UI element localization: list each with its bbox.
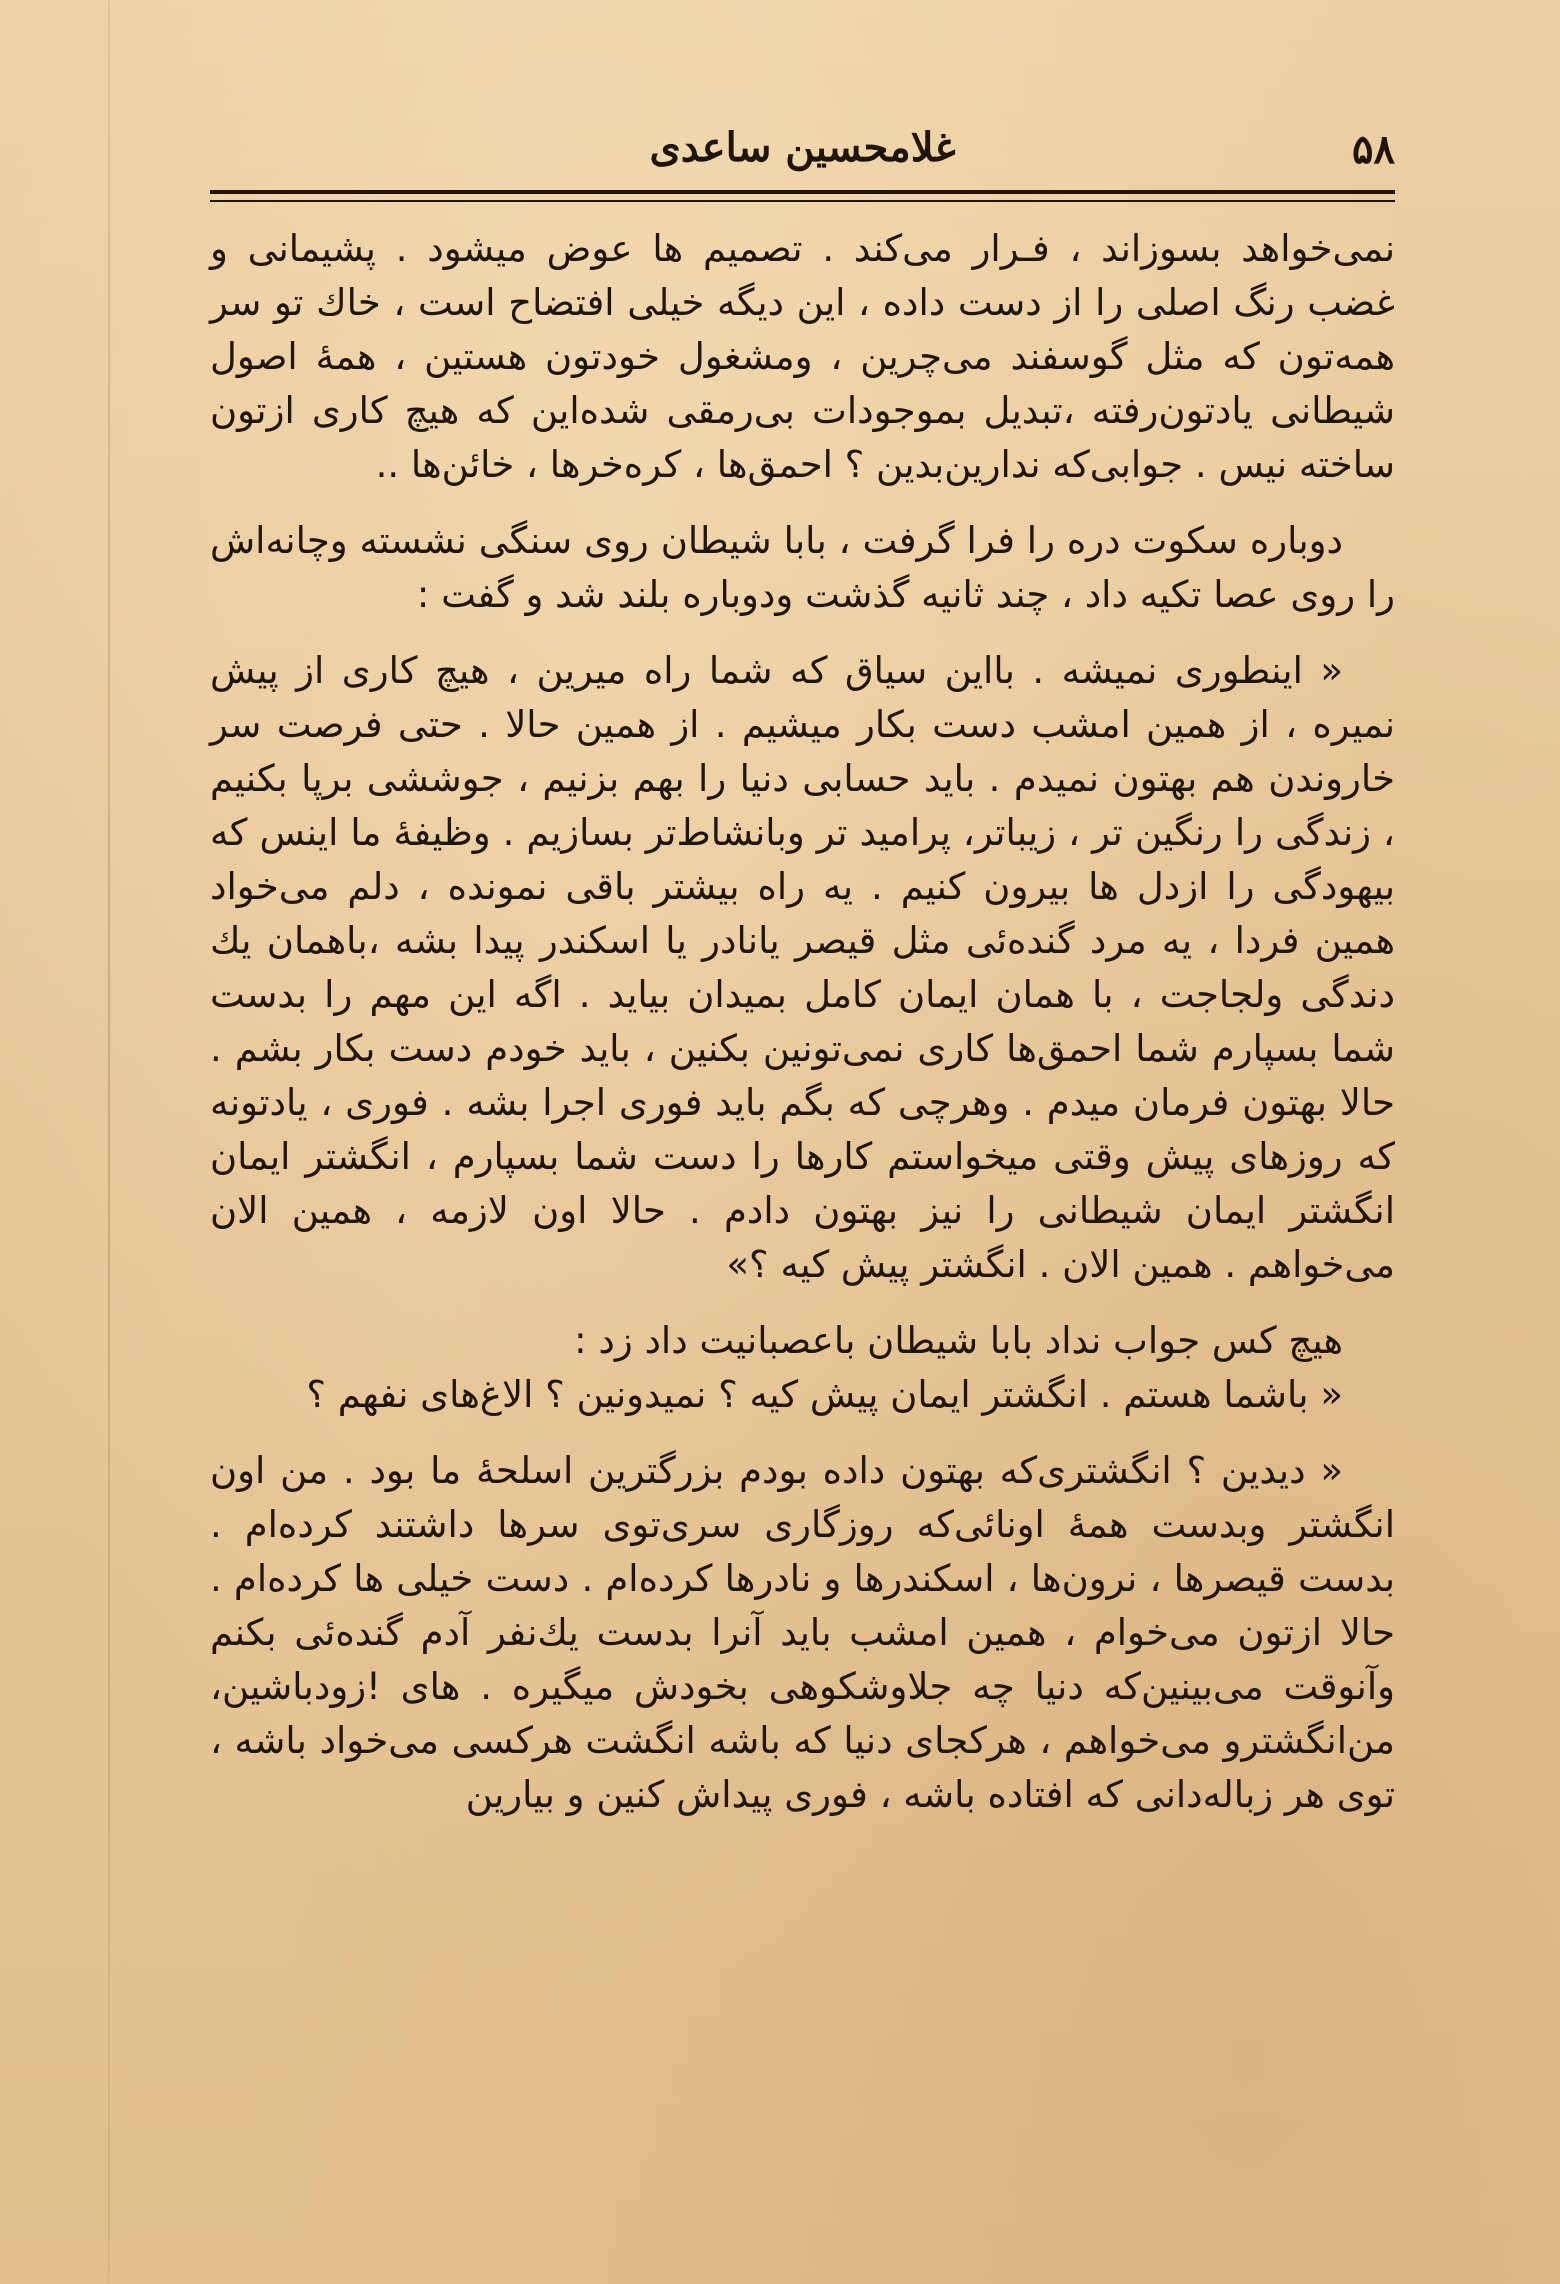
page-fold-line	[108, 0, 110, 2284]
header-rule-thin	[210, 200, 1395, 202]
paragraph: « باشما هستم . انگشتر ایمان پیش کیه ؟ نمیدونین ؟ الاغ‌های نفهم ؟	[306, 1373, 1343, 1416]
paragraph: هیچ کس جواب نداد بابا شیطان باعصبانیت داد زد :	[574, 1319, 1343, 1362]
running-title: غلامحسین ساعدی	[649, 124, 956, 171]
body-text	[210, 222, 1395, 1822]
paragraph: دوباره سکوت دره را فرا گرفت ، بابا شیطان روی سنگی نشسته وچانه‌اش را روی عصا تکیه داد ، چند ثانیه گذشت ودوباره بلند شد و گفت :	[210, 519, 1395, 616]
paragraph: « دیدین ؟ انگشتری‌که بهتون داده بودم بزرگترین اسلحهٔ ما بود . من اون انگشتر وبدست همهٔ اونائی‌که روزگاری سری‌توی سرها داشتند کرده‌ام . بدست قیصرها ، نرون‌ها ، اسکندرها و نادرها کرده‌ام . دست خیلی ها کرده‌ام . حالا ازتون می‌خوام ، همین امشب باید آنرا بدست یك‌نفر آدم گنده‌ئی بکنم وآنوقت می‌بینین‌که دنیا چه جلاوشکوهی بخودش میگیره . های !زودباشین، من‌انگشترو می‌خواهم ، هرکجای دنیا که باشه انگشت هرکسی می‌خواد باشه ، توی هر زباله‌دانی که افتاده باشه ، فوری پیداش کنین و بیارین	[210, 1449, 1395, 1816]
page-number: ۵۸	[1352, 126, 1395, 173]
paragraph: « اینطوری نمیشه . بااین سیاق که شما راه میرین ، هیچ کاری از پیش نمیره ، از همین امشب دست بکار میشیم . از همین حالا . حتی فرصت سر خاروندن هم بهتون نمیدم . باید حسابی دنیا را بهم بزنیم ، جوششی برپا بکنیم ، زندگی را رنگین تر ، زیباتر، پرامید تر وبانشاط‌تر بسازیم . وظیفهٔ ما اینس که بیهودگی را ازدل ها بیرون کنیم . یه راه بیشتر باقی نمونده ، دلم می‌خواد همین فردا ، یه مرد گنده‌ئی مثل قیصر یانادر یا اسکندر پیدا بشه ،باهمان یك دندگی ولجاجت ، با همان ایمان کامل بمیدان بیاید . اگه این مهم را بدست شما بسپارم شما احمق‌ها کاری نمی‌تونین بکنین ، باید خودم دست بکار بشم . حالا بهتون فرمان میدم . وهرچی که بگم باید فوری اجرا بشه . فوری ، یادتونه که روزهای پیش وقتی میخواستم کارها را دست شما بسپارم ، انگشتر ایمان انگشتر ایمان شیطانی را نیز بهتون دادم . حالا اون لازمه ، همین الان می‌خواهم . همین الان . انگشتر پیش کیه ؟»	[210, 649, 1395, 1286]
paragraph: نمی‌خواهد بسوزاند ، فـرار می‌کند . تصمیم ها عوض میشود . پشیمانی و غضب رنگ اصلی را از دست داده ، این دیگه خیلی افتضاح است ، خاك تو سر همه‌تون که مثل گوسفند می‌چرین ، ومشغول خودتون هستین ، همهٔ اصول شیطانی یادتون‌رفته ،تبدیل بموجودات بی‌رمقی شده‌این که هیچ کاری ازتون ساخته نیس . جوابی‌که ندارین‌بدین ؟ احمق‌ها ، کره‌خرها ، خائن‌ها ..	[210, 227, 1395, 486]
page-header	[210, 118, 1395, 178]
header-rule-thick	[210, 190, 1395, 194]
